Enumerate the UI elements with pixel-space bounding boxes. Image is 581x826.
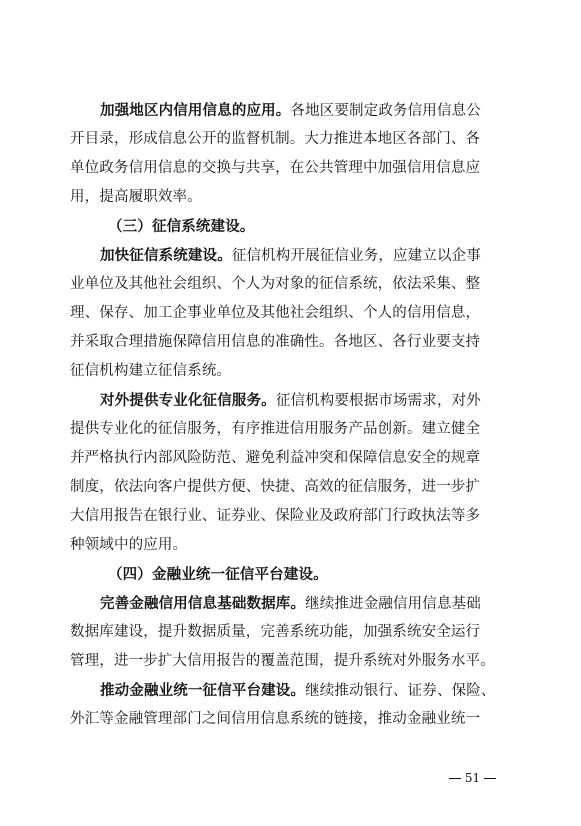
text-line: 数据库建设，提升数据质量，完善系统功能，加强系统安全运行 xyxy=(70,624,481,640)
text-line: 单位政务信用信息的交换与共享，在公共管理中加强信用信息应 xyxy=(70,160,481,176)
paragraph-lead: 对外提供专业化征信服务。 xyxy=(100,392,276,409)
text-line: 制度，依法向客户提供方便、快捷、高效的征信服务，进一步扩 xyxy=(70,479,481,495)
text-line: 管理，进一步扩大信用报告的覆盖范围，提升系统对外服务水平。 xyxy=(70,653,495,669)
document-body xyxy=(70,96,514,734)
paragraph-professional-service xyxy=(70,386,514,560)
paragraph-credit-system xyxy=(70,241,514,386)
page-number-value: 51 xyxy=(464,771,481,785)
text-line: 提供专业化的征信服务，有序推进信用服务产品创新。建立健全 xyxy=(70,421,481,437)
paragraph-text: 各地区要制定政务信用信息公 xyxy=(290,103,481,119)
text-line: 理、保存、加工企事业单位及其他社会组织、个人的信用信息， xyxy=(70,305,481,321)
dash-left xyxy=(449,778,461,780)
paragraph-financial-database xyxy=(70,589,514,676)
paragraph-unified-platform xyxy=(70,676,514,734)
paragraph-text: 征信机构开展征信业务，应建立以企事 xyxy=(231,248,481,264)
text-line xyxy=(70,676,514,705)
dash-right xyxy=(484,778,496,780)
section-heading-4: （四）金融业统一征信平台建设。 xyxy=(108,566,328,583)
text-line: 业单位及其他社会组织、个人为对象的征信系统，依法采集、整 xyxy=(70,276,481,292)
text-line xyxy=(70,96,514,125)
text-line: 种领域中的应用。 xyxy=(70,537,188,553)
paragraph-text: 继续推进金融信用信息基础 xyxy=(305,596,481,612)
text-line: 大信用报告在银行业、证券业、保险业及政府部门行政执法等多 xyxy=(70,508,481,524)
text-line xyxy=(70,386,514,415)
paragraph-lead: 完善金融信用信息基础数据库。 xyxy=(100,595,306,612)
text-line: 并严格执行内部风险防范、避免利益冲突和保障信息安全的规章 xyxy=(70,450,481,466)
text-line xyxy=(70,589,514,618)
text-line: 外汇等金融管理部门之间信用信息系统的链接，推动金融业统一 xyxy=(70,711,481,727)
page-number xyxy=(449,771,496,785)
paragraph-lead: 加强地区内信用信息的应用。 xyxy=(100,102,291,119)
paragraph-lead: 加快征信系统建设。 xyxy=(100,247,232,264)
paragraph-text: 征信机构要根据市场需求，对外 xyxy=(275,393,481,409)
section-heading-3: （三）征信系统建设。 xyxy=(108,218,255,235)
paragraph-regional-credit-info xyxy=(70,96,514,212)
text-line: 并采取合理措施保障信用信息的准确性。各地区、各行业要支持 xyxy=(70,334,481,350)
text-line: 用，提高履职效率。 xyxy=(70,189,202,205)
text-line: 征信机构建立征信系统。 xyxy=(70,363,232,379)
text-line xyxy=(70,241,514,270)
paragraph-text: 继续推动银行、证券、保险、 xyxy=(305,683,496,699)
text-line: 开目录，形成信息公开的监督机制。大力推进本地区各部门、各 xyxy=(70,131,481,147)
paragraph-lead: 推动金融业统一征信平台建设。 xyxy=(100,682,306,699)
